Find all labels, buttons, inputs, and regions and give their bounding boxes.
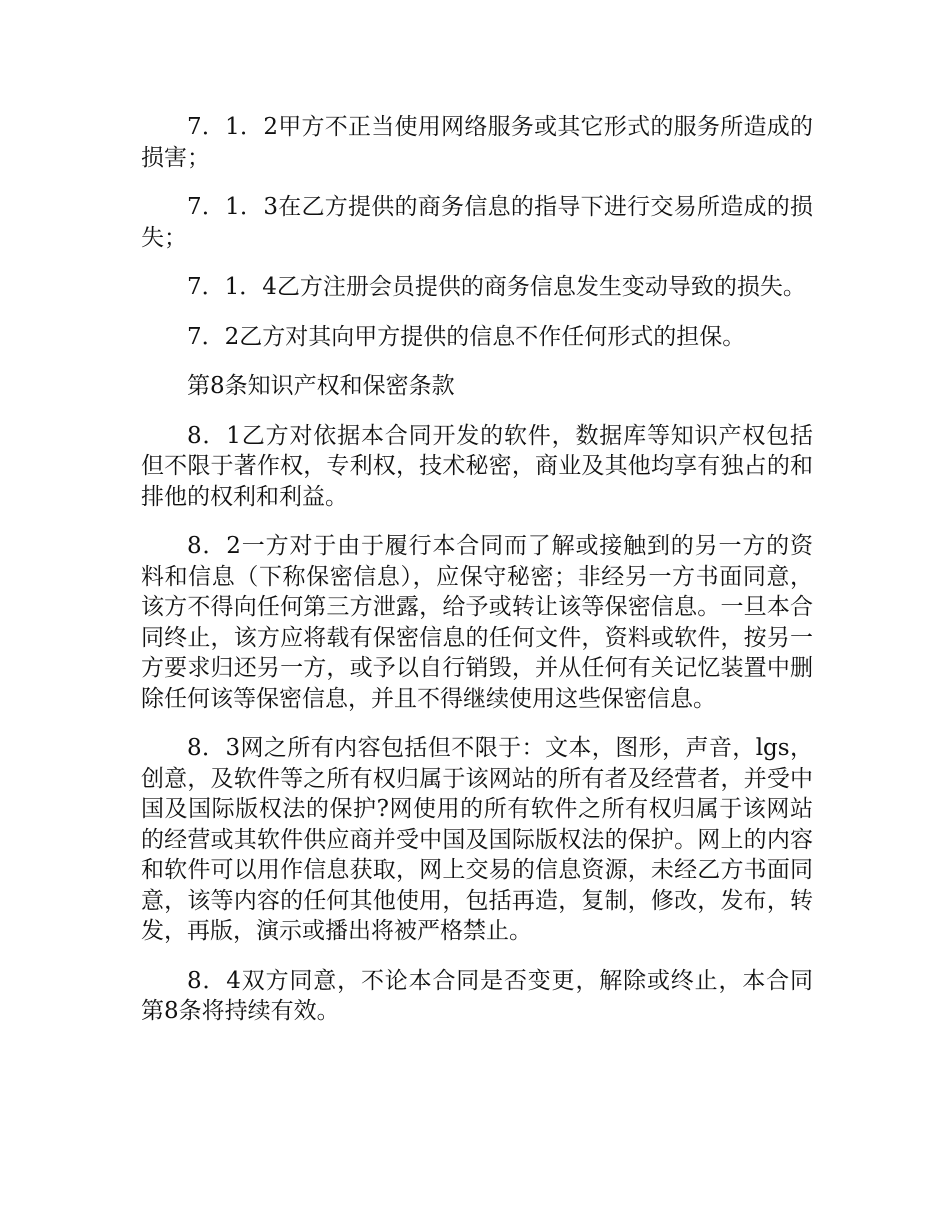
clause-7-2: 7．2乙方对其向甲方提供的信息不作任何形式的担保。 [187, 323, 746, 350]
clause-7-1-3: 7．1．3在乙方提供的商务信息的指导下进行交易所造成的损失； [141, 194, 813, 251]
clause-7-1-2: 7．1．2甲方不正当使用网络服务或其它形式的服务所造成的损害； [141, 114, 813, 171]
clause-8-2: 8．2一方对于由于履行本合同而了解或接触到的另一方的资料和信息（下称保密信息），应保守秘密；非经另一方书面同意，该方不得向任何第三方泄露，给予或转让该等保密信息。一旦本合同终止，该方应将载有保密信息的任何文件，资料或软件，按另一方要求归还另一方，或予以自行销毁，并从任何有关记忆装置中删除任何该等保密信息，并且不得继续使用这些保密信息。 [141, 533, 813, 712]
clause-8-3: 8．3网之所有内容包括但不限于：文本，图形，声音，lgs，创意，及软件等之所有权归属于该网站的所有者及经营者，并受中国及国际版权法的保护?网使用的所有软件之所有权归属于该网站的经营或其软件供应商并受中国及国际版权法的保护。网上的内容和软件可以用作信息获取，网上交易的信息资源，未经乙方书面同意，该等内容的任何其他使用，包括再造，复制，修改，发布，转发，再版，演示或播出将被严格禁止。 [141, 735, 813, 944]
article-8-heading: 第8条知识产权和保密条款 [187, 373, 455, 399]
document-page [141, 112, 813, 1046]
clause-7-1-4: 7．1．4乙方注册会员提供的商务信息发生变动导致的损失。 [187, 274, 806, 300]
clause-8-4: 8．4双方同意，不论本合同是否变更，解除或终止，本合同第8条将持续有效。 [141, 967, 813, 1024]
clause-8-1: 8．1乙方对依据本合同开发的软件，数据库等知识产权包括但不限于著作权，专利权，技术秘密，商业及其他均享有独占的和排他的权利和利益。 [141, 422, 813, 510]
